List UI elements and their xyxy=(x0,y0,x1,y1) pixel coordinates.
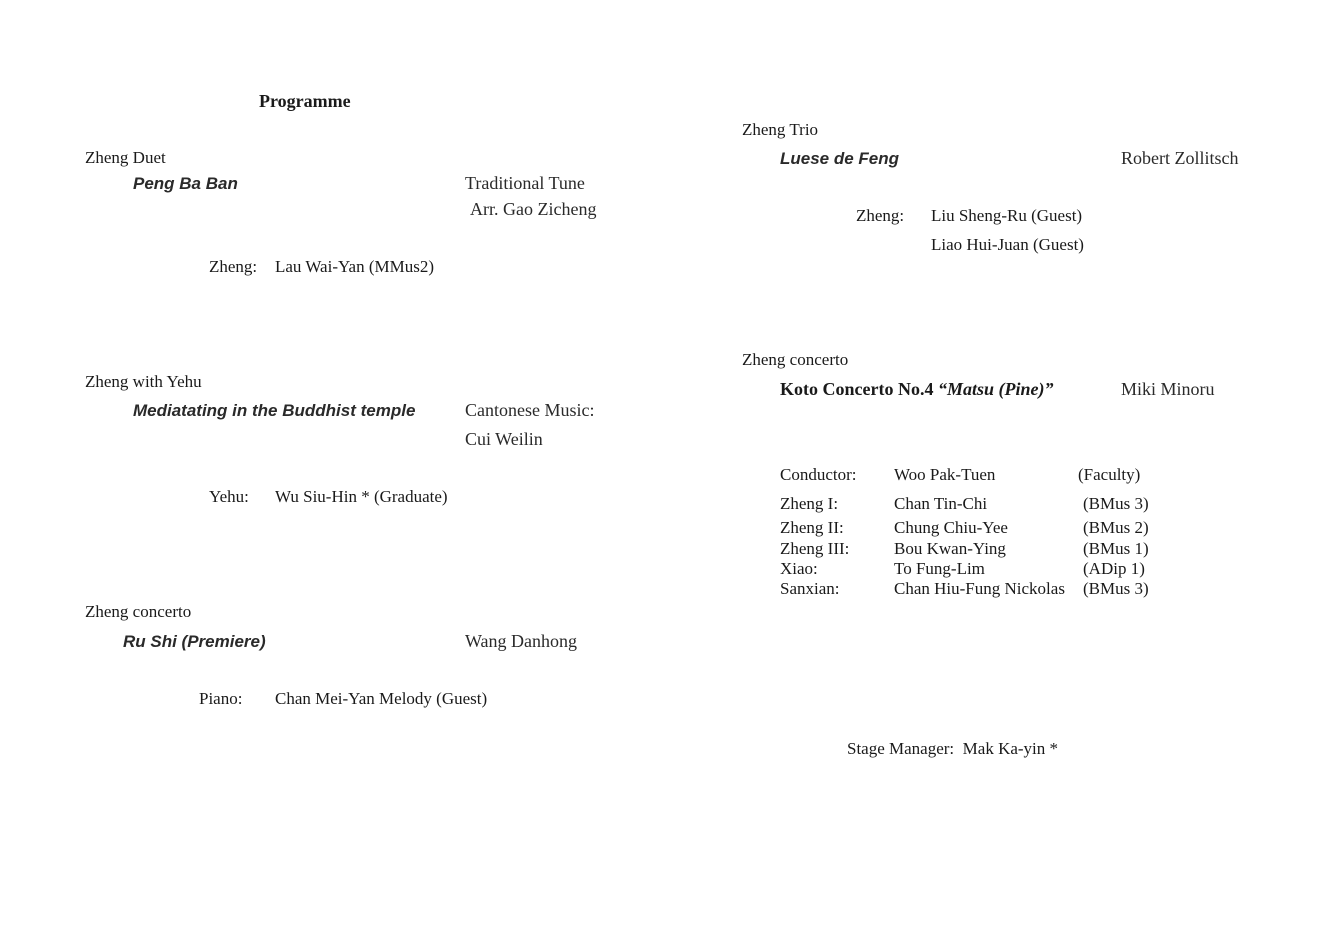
conductor-note: (Faculty) xyxy=(1078,465,1141,484)
composer-cantonese-music: Cantonese Music: xyxy=(465,400,595,420)
ensemble-role: Zheng III: xyxy=(780,539,850,558)
piece-title-koto-prefix: Koto Concerto No.4 xyxy=(780,379,934,399)
composer-traditional-tune: Traditional Tune xyxy=(465,173,585,193)
performer-lau-wai-yan: Lau Wai-Yan (MMus2) xyxy=(275,257,435,276)
performer-role-zheng: Zheng: xyxy=(209,257,258,276)
performer-liao-hui-juan: Liao Hui-Juan (Guest) xyxy=(931,235,1084,254)
ensemble-name: Chung Chiu-Yee xyxy=(894,518,1008,537)
piece-title-mediatating: Mediatating in the Buddhist temple xyxy=(133,401,416,420)
arranger-gao-zicheng: Arr. Gao Zicheng xyxy=(470,199,597,219)
ensemble-note: (BMus 3) xyxy=(1083,494,1149,513)
performer-role-zheng-trio: Zheng: xyxy=(856,206,905,225)
performer-liu-sheng-ru: Liu Sheng-Ru (Guest) xyxy=(931,206,1083,225)
stage-manager-name: Mak Ka-yin * xyxy=(962,739,1059,758)
performer-chan-mei-yan: Chan Mei-Yan Melody (Guest) xyxy=(275,689,488,708)
category-zheng-with-yehu: Zheng with Yehu xyxy=(85,372,202,391)
composer-wang-danhong: Wang Danhong xyxy=(465,631,578,651)
piece-title-peng-ba-ban: Peng Ba Ban xyxy=(133,174,238,193)
programme-heading: Programme xyxy=(259,91,351,111)
ensemble-role: Sanxian: xyxy=(780,579,840,598)
ensemble-role: Zheng II: xyxy=(780,518,844,537)
ensemble-name: To Fung-Lim xyxy=(894,559,985,578)
ensemble-note: (BMus 1) xyxy=(1083,539,1149,558)
performer-role-piano: Piano: xyxy=(199,689,243,708)
piece-title-koto-concerto xyxy=(780,380,1053,398)
ensemble-note: (BMus 2) xyxy=(1083,518,1149,537)
category-zheng-trio: Zheng Trio xyxy=(742,120,819,139)
composer-cui-weilin: Cui Weilin xyxy=(465,429,543,449)
ensemble-role: Xiao: xyxy=(780,559,818,578)
piece-title-luese-de-feng: Luese de Feng xyxy=(780,149,900,168)
conductor-role: Conductor: xyxy=(780,465,857,484)
category-zheng-duet: Zheng Duet xyxy=(85,148,166,167)
performer-wu-siu-hin: Wu Siu-Hin * (Graduate) xyxy=(275,487,448,506)
piece-title-ru-shi: Ru Shi (Premiere) xyxy=(123,632,266,651)
ensemble-name: Bou Kwan-Ying xyxy=(894,539,1006,558)
ensemble-note: (BMus 3) xyxy=(1083,579,1149,598)
ensemble-name: Chan Hiu-Fung Nickolas xyxy=(894,579,1065,598)
composer-robert-zollitsch: Robert Zollitsch xyxy=(1121,148,1239,168)
category-zheng-concerto-left: Zheng concerto xyxy=(85,602,192,621)
ensemble-name: Chan Tin-Chi xyxy=(894,494,988,513)
ensemble-role: Zheng I: xyxy=(780,494,839,513)
stage-manager-role: Stage Manager: xyxy=(847,739,955,758)
performer-role-yehu: Yehu: xyxy=(209,487,249,506)
composer-miki-minoru: Miki Minoru xyxy=(1121,379,1215,399)
ensemble-note: (ADip 1) xyxy=(1083,559,1145,578)
conductor-name: Woo Pak-Tuen xyxy=(894,465,996,484)
stage-manager xyxy=(847,740,1058,757)
piece-title-koto-subtitle: “Matsu (Pine)” xyxy=(937,379,1054,399)
category-zheng-concerto-right: Zheng concerto xyxy=(742,350,849,369)
